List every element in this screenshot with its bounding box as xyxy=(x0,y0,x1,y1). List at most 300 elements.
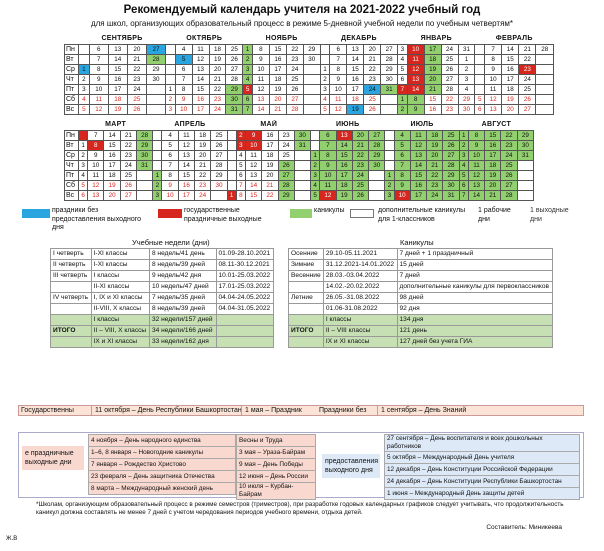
calendar-cell: 25 xyxy=(501,160,517,170)
calendar-cell: 21 xyxy=(120,130,136,140)
calendar-cell: 4 xyxy=(79,170,88,180)
calendar-cell xyxy=(385,140,394,150)
calendar-cell: 29 xyxy=(137,140,153,150)
calendar-cell: 16 xyxy=(502,64,519,74)
calendar-cell: 9 xyxy=(89,74,108,84)
calendar-cell: 31 xyxy=(294,140,310,150)
calendar-cell: 12 xyxy=(192,54,209,64)
calendar-cell: 7 xyxy=(398,84,408,94)
calendar-cell: 20 xyxy=(427,150,443,160)
calendar-cell: 26 xyxy=(501,170,517,180)
calendar-cell: 18 xyxy=(195,130,211,140)
calendar-cell: 23 xyxy=(195,180,211,190)
calendar-cell: 17 xyxy=(410,190,426,200)
weeks-total-cell: IX и XI классы xyxy=(91,337,149,348)
calendar-cell: 31 xyxy=(381,84,398,94)
calendar-cell: 12 xyxy=(252,84,269,94)
weeks-cell: 04.04-24.05.2022 xyxy=(216,293,274,304)
calendar-cell: 16 xyxy=(262,130,278,140)
calendar-cell: 3 xyxy=(458,74,475,84)
calendar-cell: 10 xyxy=(245,140,261,150)
calendar-cell: 5 xyxy=(162,140,178,150)
weeks-cell: II-VIII, X классы xyxy=(91,304,149,315)
calendar-cell: 22 xyxy=(352,150,368,160)
calendar-cell xyxy=(153,160,162,170)
calendar-cell: 7 xyxy=(485,44,502,54)
calendar-cell: 26 xyxy=(352,190,368,200)
calendar-cell: 8 xyxy=(394,170,410,180)
vacations-cell: 01.06-31.08.2022 xyxy=(323,304,397,315)
calendar-cell: 17 xyxy=(485,150,501,160)
calendar-cell: 20 xyxy=(127,44,146,54)
calendar-cell: 22 xyxy=(501,130,517,140)
legend-red-swatch xyxy=(158,209,182,218)
calendar-cell: 27 xyxy=(441,74,458,84)
holiday-mid-item: 3 мая – Ураза-Байрам xyxy=(237,447,316,459)
calendar-cell: 9 xyxy=(175,94,192,104)
calendar-cell xyxy=(153,150,162,160)
calendar-cell: 15 xyxy=(269,44,286,54)
calendar-cell xyxy=(211,190,227,200)
calendar-cell: 26 xyxy=(211,140,227,150)
calendar-cell xyxy=(320,44,330,54)
calendar-cell xyxy=(153,130,162,140)
calendar-cell: 11 xyxy=(320,180,336,190)
vacations-total-cell: IX и XI классы xyxy=(323,337,397,348)
calendar-cell xyxy=(294,170,310,180)
vacations-cell: Летние xyxy=(289,293,324,304)
calendar-cell: 27 xyxy=(211,150,227,160)
vacations-total-cell: II – VIII классы xyxy=(323,326,397,337)
calendar-cell: 25 xyxy=(364,94,381,104)
calendar-cell: 30 xyxy=(211,180,227,190)
calendar-cell xyxy=(303,64,320,74)
calendar-cell: 23 xyxy=(519,64,536,74)
calendar-cell: 9 xyxy=(162,180,178,190)
holidays-left-table xyxy=(88,434,236,495)
calendar-cell: 28 xyxy=(286,104,303,114)
day-label: Сб xyxy=(65,180,79,190)
calendar-cell: 16 xyxy=(108,74,127,84)
calendar-cell: 27 xyxy=(443,150,459,160)
calendar-cell xyxy=(385,160,394,170)
day-label: Чт xyxy=(65,160,79,170)
calendar-cell: 12 xyxy=(485,94,502,104)
weeks-cell: III четверть xyxy=(51,271,92,282)
calendar-cell: 14 xyxy=(407,84,424,94)
legend-dayoff: 1 выходные дни xyxy=(530,207,569,223)
day-label: Вс xyxy=(65,190,79,200)
calendar-cell: 20 xyxy=(269,94,286,104)
calendar-cell: 6 xyxy=(320,130,336,140)
calendar-cell: 21 xyxy=(427,160,443,170)
calendar-cell: 18 xyxy=(502,84,519,94)
calendar-cell: 28 xyxy=(137,130,153,140)
calendar-cell: 5 xyxy=(243,84,253,94)
calendar-cell xyxy=(227,130,236,140)
calendar-cell: 9 xyxy=(485,64,502,74)
holiday-right-item: 12 декабря – День Конституции Российской Федерации xyxy=(385,464,580,476)
calendar-cell: 10 xyxy=(407,44,424,54)
calendar-cell: 27 xyxy=(501,180,517,190)
weeks-cell: 04.04-31.05.2022 xyxy=(216,304,274,315)
calendar-cell: 30 xyxy=(226,94,243,104)
vacations-cell: Осенние xyxy=(289,249,324,260)
holiday-mid-item: 10 июля – Курбан-Байрам xyxy=(237,483,316,500)
calendar-cell xyxy=(385,130,394,140)
calendar-cell: 13 xyxy=(407,74,424,84)
calendar-cell: 18 xyxy=(347,94,364,104)
calendar-cell: 8 xyxy=(162,170,178,180)
weeks-cell: IV четверть xyxy=(51,293,92,304)
month-header: НОЯБРЬ xyxy=(243,34,320,44)
calendar-cell: 11 xyxy=(252,74,269,84)
calendar-cell: 24 xyxy=(352,170,368,180)
calendar-cell: 25 xyxy=(120,170,136,180)
calendar-cell: 1 xyxy=(385,170,394,180)
calendar-cell: 15 xyxy=(245,190,261,200)
calendar-cell: 28 xyxy=(443,160,459,170)
calendar-cell: 6 xyxy=(394,150,410,160)
calendar-cell xyxy=(303,74,320,84)
calendar-cell: 12 xyxy=(320,190,336,200)
weeks-total-cell: 32 недели/157 дней xyxy=(149,315,216,326)
calendar-bottom xyxy=(64,120,534,201)
calendar-cell: 26 xyxy=(441,64,458,74)
calendar-cell: 25 xyxy=(352,180,368,190)
holidays-right-table xyxy=(384,434,580,500)
vacations-cell: 26.05.-31.08.2022 xyxy=(323,293,397,304)
holiday-left-item: 7 января – Рождество Христово xyxy=(89,459,236,471)
calendar-cell: 30 xyxy=(443,180,459,190)
calendar-cell: 15 xyxy=(485,130,501,140)
calendar-cell xyxy=(381,94,398,104)
calendar-cell: 6 xyxy=(79,190,88,200)
page-title: Рекомендуемый календарь учителя на 2021-2022 учебный год xyxy=(123,4,481,16)
calendar-cell: 17 xyxy=(336,170,352,180)
weeks-cell: I, IX и XI классы xyxy=(91,293,149,304)
calendar-cell: 7 xyxy=(88,130,104,140)
calendar-cell: 2 xyxy=(236,130,245,140)
calendar-cell: 30 xyxy=(381,74,398,84)
calendar-cell: 11 xyxy=(89,94,108,104)
weeks-header: Учебные недели (дни) xyxy=(132,238,210,247)
calendar-cell: 12 xyxy=(330,104,347,114)
calendar-cell: 1 xyxy=(320,64,330,74)
calendar-cell: 7 xyxy=(330,54,347,64)
calendar-cell: 23 xyxy=(364,74,381,84)
calendar-cell: 15 xyxy=(336,150,352,160)
calendar-cell xyxy=(294,150,310,160)
calendar-cell: 7 xyxy=(175,74,192,84)
calendar-cell: 19 xyxy=(347,104,364,114)
calendar-cell: 18 xyxy=(485,160,501,170)
vacations-table xyxy=(288,248,553,348)
calendar-cell: 17 xyxy=(108,84,127,94)
weeks-cell: I классы xyxy=(91,271,149,282)
calendar-cell: 21 xyxy=(269,104,286,114)
month-header: ЯНВАРЬ xyxy=(398,34,475,44)
calendar-cell: 18 xyxy=(269,74,286,84)
calendar-cell xyxy=(146,84,165,94)
calendar-cell: 28 xyxy=(536,44,554,54)
calendar-cell: 10 xyxy=(175,104,192,114)
calendar-cell: 28 xyxy=(211,160,227,170)
calendar-cell xyxy=(294,160,310,170)
calendar-cell xyxy=(517,180,533,190)
vacations-total-label: ИТОГО xyxy=(289,326,324,337)
calendar-cell xyxy=(166,54,176,64)
holiday-right-item: 5 октября – Международный День учителя xyxy=(385,452,580,464)
calendar-cell: 25 xyxy=(226,44,243,54)
calendar-cell xyxy=(166,74,176,84)
calendar-cell: 7 xyxy=(320,140,336,150)
calendar-cell: 23 xyxy=(352,160,368,170)
calendar-cell xyxy=(381,104,398,114)
band-right-label: Праздники без xyxy=(319,407,367,414)
calendar-cell: 22 xyxy=(286,44,303,54)
calendar-cell: 19 xyxy=(485,170,501,180)
calendar-cell: 20 xyxy=(195,150,211,160)
calendar-cell: 15 xyxy=(192,84,209,94)
calendar-cell: 13 xyxy=(252,94,269,104)
calendar-cell: 26 xyxy=(286,84,303,94)
weeks-cell: 8 недель/39 дней xyxy=(149,260,216,271)
calendar-cell: 21 xyxy=(352,140,368,150)
holidays-mid-table xyxy=(236,434,316,500)
calendar-cell xyxy=(303,94,320,104)
calendar-cell: 13 xyxy=(347,44,364,54)
calendar-cell: 14 xyxy=(108,54,127,64)
calendar-cell: 8 xyxy=(320,150,336,160)
calendar-cell: 17 xyxy=(178,190,194,200)
calendar-cell: 13 xyxy=(468,180,484,190)
calendar-cell xyxy=(517,190,533,200)
calendar-cell xyxy=(79,44,90,54)
calendar-cell xyxy=(311,130,320,140)
calendar-cell: 4 xyxy=(175,44,192,54)
calendar-cell: 25 xyxy=(286,74,303,84)
calendar-cell: 21 xyxy=(195,160,211,170)
calendar-cell xyxy=(536,74,554,84)
calendar-cell: 19 xyxy=(502,94,519,104)
calendar-cell: 10 xyxy=(162,190,178,200)
calendar-cell: 4 xyxy=(236,150,245,160)
calendar-cell xyxy=(227,170,236,180)
calendar-cell: 28 xyxy=(441,84,458,94)
author: Составитель: Миникеева xyxy=(486,524,562,531)
weeks-cell: 10.01-25.03.2022 xyxy=(216,271,274,282)
calendar-cell: 20 xyxy=(262,170,278,180)
calendar-cell: 20 xyxy=(209,64,226,74)
calendar-cell: 14 xyxy=(336,140,352,150)
weeks-cell: 8 недель/41 день xyxy=(149,249,216,260)
calendar-cell xyxy=(536,64,554,74)
calendar-cell: 23 xyxy=(427,180,443,190)
calendar-cell: 16 xyxy=(269,54,286,64)
calendar-cell: 29 xyxy=(211,170,227,180)
calendar-cell: 6 xyxy=(236,170,245,180)
legend-white-swatch xyxy=(350,209,374,218)
calendar-cell xyxy=(79,54,90,64)
holidays-left-label: е праздничные выходные дни xyxy=(22,446,84,470)
calendar-cell: 9 xyxy=(88,150,104,160)
calendar-cell xyxy=(137,180,153,190)
calendar-cell: 10 xyxy=(394,190,410,200)
calendar-cell: 14 xyxy=(468,190,484,200)
day-label: Ср xyxy=(65,150,79,160)
calendar-cell: 28 xyxy=(369,140,385,150)
calendar-cell: 3 xyxy=(385,190,394,200)
calendar-cell: 11 xyxy=(410,130,426,140)
calendar-cell: 23 xyxy=(441,104,458,114)
calendar-cell: 2 xyxy=(458,64,475,74)
calendar-cell: 22 xyxy=(441,94,458,104)
calendar-cell xyxy=(369,170,385,180)
calendar-cell: 19 xyxy=(262,160,278,170)
calendar-cell: 25 xyxy=(211,130,227,140)
calendar-cell: 2 xyxy=(459,140,468,150)
calendar-cell: 12 xyxy=(410,140,426,150)
calendar-cell: 15 xyxy=(410,170,426,180)
weeks-cell: 9 недель/42 дня xyxy=(149,271,216,282)
calendar-cell xyxy=(517,170,533,180)
calendar-cell: 23 xyxy=(127,74,146,84)
calendar-cell: 13 xyxy=(245,170,261,180)
calendar-cell: 18 xyxy=(336,180,352,190)
calendar-cell: 10 xyxy=(252,64,269,74)
vacations-total-label xyxy=(289,337,324,348)
calendar-cell: 23 xyxy=(286,54,303,64)
footnote: *Школам, организующим образовательный процесс в режиме семестров (триместров), при разработке годовых календарных графиков следует учитывать, что продолжительность каникул должна составлять не менее 7 дней с учетом чередования периодов учебного времени, отдыха детей. xyxy=(36,501,564,516)
month-header: ДЕКАБРЬ xyxy=(320,34,397,44)
calendar-cell: 2 xyxy=(79,74,90,84)
vacations-cell: 7 дней + 1 праздничный xyxy=(397,249,552,260)
calendar-cell: 12 xyxy=(178,140,194,150)
calendar-cell: 7 xyxy=(243,104,253,114)
vacations-cell: 98 дней xyxy=(397,293,552,304)
weeks-cell: 8 недель/39 дней xyxy=(149,304,216,315)
calendar-cell xyxy=(536,54,554,64)
weeks-total-label: ИТОГО xyxy=(51,326,92,337)
calendar-cell: 26 xyxy=(519,94,536,104)
calendar-cell: 24 xyxy=(120,160,136,170)
calendar-cell: 4 xyxy=(458,84,475,94)
calendar-cell: 15 xyxy=(104,140,120,150)
calendar-cell: 9 xyxy=(245,130,261,140)
calendar-cell: 13 xyxy=(410,150,426,160)
holiday-left-item: 8 марта – Международный женский день xyxy=(89,483,236,495)
calendar-cell: 11 xyxy=(468,160,484,170)
calendar-cell: 4 xyxy=(243,74,253,84)
calendar-cell: 30 xyxy=(146,74,165,84)
calendar-cell xyxy=(536,104,554,114)
calendar-cell: 30 xyxy=(369,160,385,170)
calendar-cell: 13 xyxy=(192,64,209,74)
calendar-cell: 16 xyxy=(424,104,441,114)
calendar-cell: 12 xyxy=(245,160,261,170)
calendar-cell: 20 xyxy=(364,44,381,54)
calendar-cell: 3 xyxy=(320,84,330,94)
weeks-cell: 01.09-28.10.2021 xyxy=(216,249,274,260)
vacations-cell: 7 дней xyxy=(397,271,552,282)
calendar-cell: 13 xyxy=(88,190,104,200)
calendar-cell: 19 xyxy=(195,140,211,150)
vacations-cell xyxy=(289,304,324,315)
calendar-cell xyxy=(294,180,310,190)
calendar-cell: 7 xyxy=(89,54,108,64)
calendar-cell xyxy=(369,190,385,200)
calendar-cell xyxy=(475,44,485,54)
vacations-cell: 92 дня xyxy=(397,304,552,315)
calendar-cell xyxy=(311,140,320,150)
calendar-cell xyxy=(536,84,554,94)
vacations-cell: Весенние xyxy=(289,271,324,282)
calendar-cell: 2 xyxy=(153,180,162,190)
calendar-cell: 29 xyxy=(303,44,320,54)
weeks-total-cell: 33 недели/162 дня xyxy=(149,337,216,348)
weeks-cell: I четверть xyxy=(51,249,92,260)
calendar-cell: 21 xyxy=(485,190,501,200)
calendar-cell: 22 xyxy=(209,84,226,94)
calendar-cell: 22 xyxy=(519,54,536,64)
day-label: Пн xyxy=(65,44,79,54)
weeks-cell: 7 недель/35 дней xyxy=(149,293,216,304)
calendar-cell: 21 xyxy=(364,54,381,64)
page-subtitle: для школ, организующих образовательный процесс в режиме 5-дневной учебной недели по учебным четвертям* xyxy=(90,19,514,28)
legend-blue-swatch xyxy=(22,209,50,218)
weeks-cell: 17.01-25.03.2022 xyxy=(216,282,274,293)
calendar-cell: 14 xyxy=(410,160,426,170)
calendar-cell: 31 xyxy=(226,104,243,114)
calendar-cell: 16 xyxy=(336,160,352,170)
calendar-cell xyxy=(475,54,485,64)
calendar-cell: 5 xyxy=(311,190,320,200)
calendar-cell: 2 xyxy=(311,160,320,170)
calendar-cell: 26 xyxy=(127,104,146,114)
calendar-cell: 5 xyxy=(459,170,468,180)
calendar-cell: 1 xyxy=(79,64,90,74)
month-header: МАРТ xyxy=(79,120,153,130)
weeks-cell: 10 недель/47 дней xyxy=(149,282,216,293)
calendar-cell: 3 xyxy=(79,160,88,170)
calendar-cell: 4 xyxy=(79,94,90,104)
calendar-cell: 16 xyxy=(178,180,194,190)
vacations-total-label xyxy=(289,315,324,326)
calendar-cell: 8 xyxy=(485,54,502,64)
weeks-cell: II-XI классы xyxy=(91,282,149,293)
month-header: АВГУСТ xyxy=(459,120,533,130)
holiday-right-item: 1 июня – Международный День защиты детей xyxy=(385,488,580,500)
calendar-cell: 29 xyxy=(443,170,459,180)
legend-vacations: каникулы xyxy=(314,207,345,214)
calendar-cell xyxy=(369,180,385,190)
calendar-cell xyxy=(536,94,554,104)
calendar-cell: 2 xyxy=(243,54,253,64)
calendar-cell xyxy=(153,140,162,150)
calendar-cell xyxy=(385,150,394,160)
vacations-total-cell: 127 дней без учета ГИА xyxy=(397,337,552,348)
calendar-cell: 24 xyxy=(209,104,226,114)
calendar-cell: 26 xyxy=(120,180,136,190)
calendar-cell: 30 xyxy=(294,130,310,140)
holiday-left-item: 4 ноября – День народного единства xyxy=(89,435,236,447)
calendar-cell: 10 xyxy=(320,170,336,180)
vacations-cell: 31.12.2021-14.01.2022 xyxy=(323,260,397,271)
holiday-right-item: 27 сентября – День воспитателя и всех дошкольных работников xyxy=(385,435,580,452)
calendar-cell: 27 xyxy=(120,190,136,200)
calendar-cell: 3 xyxy=(243,64,253,74)
